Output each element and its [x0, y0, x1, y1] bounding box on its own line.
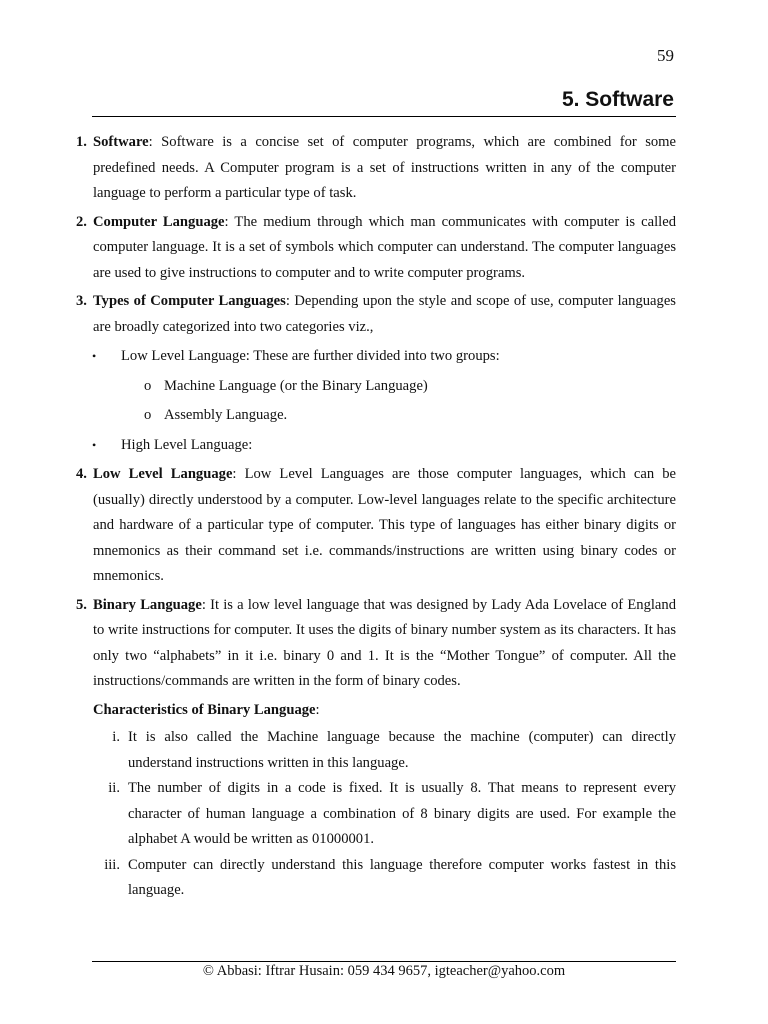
item-number: 4.	[76, 466, 87, 482]
characteristic-item	[76, 853, 676, 904]
bullet-high-level	[76, 433, 676, 459]
characteristic-number: ii.	[108, 780, 120, 796]
page-number: 59	[657, 46, 674, 65]
item-number: 3.	[76, 293, 87, 309]
characteristic-item	[76, 776, 676, 853]
bullet-text: Low Level Language: These are further divided into two groups:	[121, 348, 500, 364]
list-item-software	[76, 130, 676, 207]
characteristic-text: Computer can directly understand this language therefore computer works fastest in this language.	[128, 856, 676, 898]
subitem-text: Assembly Language.	[164, 407, 288, 423]
term-low-level-language: Low Level Language	[93, 466, 233, 482]
bullet-low-level	[76, 344, 676, 370]
definition-computer-language: : The medium through which man communicates with computer is called computer language. It is a set of symbols which computer can understand. The computer languages are used to give instructions to computer and to write computer programs.	[93, 213, 676, 281]
item-number: 5.	[76, 596, 87, 613]
subitem-assembly-language	[76, 403, 676, 429]
definition-binary-language: : It is a low level language that was designed by Lady Ada Lovelace of England to write instructions for computer. It uses the digits of binary number system as its characters. It has only two “alphabets” in it i.e. binary 0 and 1. It is the “Mother Tongue” of computer. All the instructions/commands are written in the form of binary codes.	[93, 596, 676, 689]
bullet-mark: •	[92, 437, 97, 452]
low-level-sublist	[76, 374, 676, 429]
definition-low-level-language: : Low Level Languages are those computer languages, which can be (usually) directly understood by a computer. Low-level languages relate to the specific architecture and hardware of a particular type of computer. This type of languages has either binary digits or mnemonics as their command set i.e. commands/instructions are written using binary codes or mnemonics.	[93, 466, 676, 584]
item-number: 1.	[76, 134, 87, 150]
characteristics-heading-text: Characteristics of Binary Language	[93, 701, 316, 718]
characteristic-number: iii.	[104, 856, 120, 873]
bullet-mark: •	[92, 349, 97, 363]
characteristic-text: It is also called the Machine language because the machine (computer) can directly understand instructions written in this language.	[128, 729, 676, 771]
term-binary-language: Binary Language	[93, 596, 202, 613]
footer-text: © Abbasi: Iftrar Husain: 059 434 9657, igteacher@yahoo.com	[202, 963, 566, 979]
sub-mark: o	[144, 407, 152, 423]
sub-mark: o	[144, 377, 152, 394]
subitem-text: Machine Language (or the Binary Language)	[164, 377, 428, 394]
item-number: 2.	[76, 213, 87, 230]
term-computer-language: Computer Language	[93, 213, 225, 230]
page-content	[76, 130, 676, 904]
term-types: Types of Computer Languages	[93, 293, 286, 309]
term-software: Software	[93, 134, 149, 150]
list-item-binary-language	[76, 593, 676, 695]
language-types-list	[76, 344, 676, 458]
definition-software: : Software is a concise set of computer programs, which are combined for some predefined needs. A Computer program is a set of instructions written in any of the computer language to perform a particular type of task.	[93, 134, 676, 201]
bullet-text: High Level Language:	[121, 436, 253, 453]
header-rule	[92, 116, 676, 117]
characteristic-item	[76, 725, 676, 776]
chapter-title: 5. Software	[561, 88, 674, 111]
characteristics-heading	[93, 698, 676, 724]
footer-rule	[92, 961, 676, 962]
list-item-types	[76, 289, 676, 340]
characteristic-text: The number of digits in a code is fixed. It is usually 8. That means to represent every character of human language a combination of 8 binary digits are used. For example the alphabet A would be written as 01000001.	[128, 780, 676, 847]
characteristic-number: i.	[112, 729, 120, 745]
characteristics-list	[76, 725, 676, 904]
list-item-low-level-language	[76, 462, 676, 590]
definition-types: : Depending upon the style and scope of use, computer languages are broadly categorized into two categories viz.,	[93, 293, 676, 335]
characteristics-colon: :	[315, 701, 320, 718]
subitem-machine-language	[76, 374, 676, 400]
list-item-computer-language	[76, 210, 676, 287]
